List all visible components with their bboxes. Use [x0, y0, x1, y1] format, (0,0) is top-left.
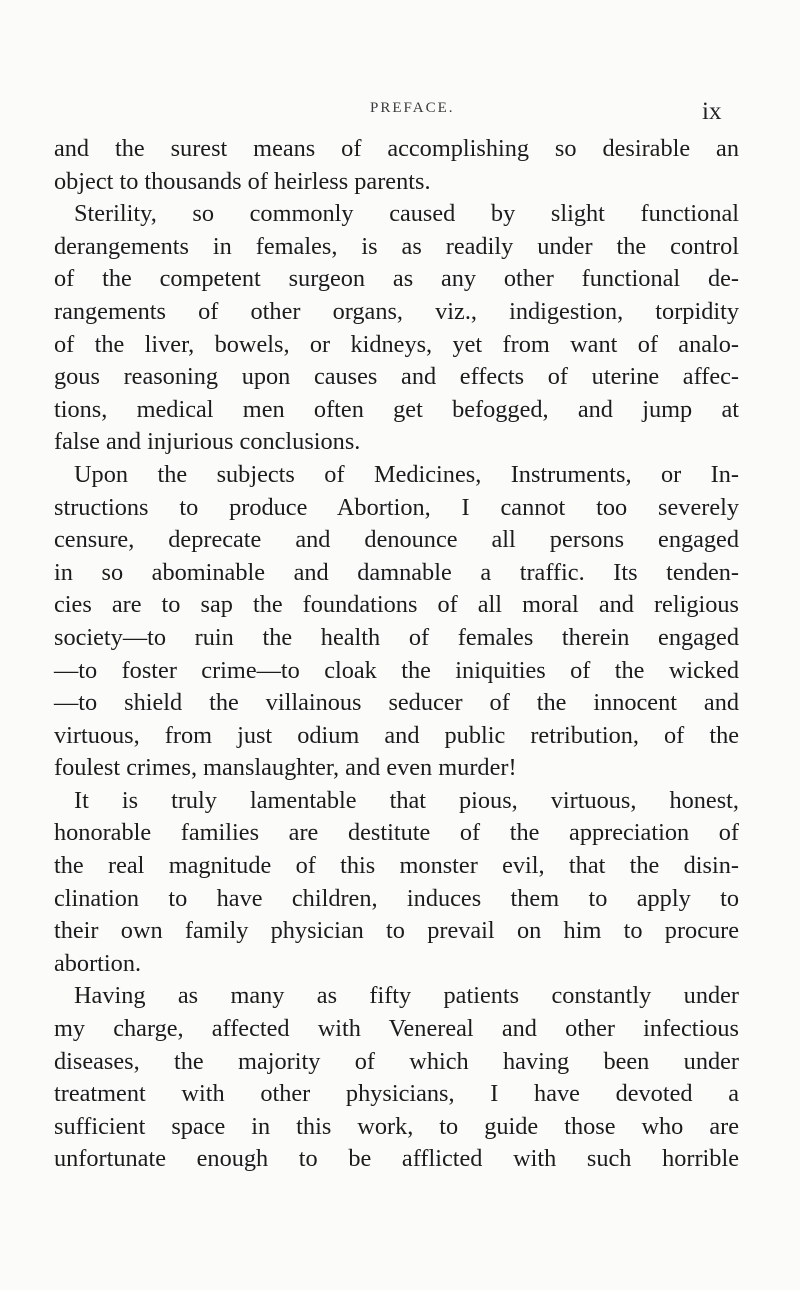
text-line: treatment with other physicians, I have devoted a: [54, 1080, 739, 1108]
text-line: object to thousands of heirless parents.: [54, 167, 431, 195]
text-line: abortion.: [54, 949, 142, 977]
text-line: Having as many as fifty patients constantly under: [74, 982, 739, 1010]
text-line: in so abominable and damnable a traffic. Its tenden-: [54, 558, 739, 586]
text-line: honorable families are destitute of the appreciation of: [54, 819, 739, 847]
text-line: society—to ruin the health of females therein engaged: [54, 623, 739, 651]
text-line: Upon the subjects of Medicines, Instruments, or In-: [74, 460, 739, 488]
text-line: censure, deprecate and denounce all persons engaged: [54, 526, 739, 554]
text-line: —to shield the villainous seducer of the innocent and: [54, 689, 739, 717]
text-line: of the competent surgeon as any other functional de-: [54, 265, 739, 293]
running-head: [0, 100, 800, 124]
text-line: my charge, affected with Venereal and other infectious: [54, 1015, 739, 1043]
text-line: their own family physician to prevail on him to procure: [54, 917, 739, 945]
text-line: It is truly lamentable that pious, virtuous, honest,: [74, 786, 739, 814]
body-text: [54, 133, 739, 1176]
running-title: PREFACE.: [370, 100, 455, 116]
text-line: tions, medical men often get befogged, and jump at: [54, 395, 739, 423]
text-line: cies are to sap the foundations of all moral and religious: [54, 591, 739, 619]
text-line: rangements of other organs, viz., indigestion, torpidity: [54, 297, 739, 325]
text-line: false and injurious conclusions.: [54, 428, 361, 456]
text-line: the real magnitude of this monster evil, that the disin-: [54, 852, 739, 880]
text-line: and the surest means of accomplishing so desirable an: [54, 135, 739, 162]
text-line: derangements in females, is as readily under the control: [54, 232, 739, 260]
text-line: sufficient space in this work, to guide those who are: [54, 1112, 739, 1140]
text-line: foulest crimes, manslaughter, and even murder!: [54, 754, 517, 782]
text-line: diseases, the majority of which having been under: [54, 1047, 739, 1075]
page-number: ix: [702, 98, 722, 125]
text-line: Sterility, so commonly caused by slight functional: [74, 200, 739, 228]
text-line: gous reasoning upon causes and effects of uterine affec-: [54, 363, 739, 391]
text-line: unfortunate enough to be afflicted with such horrible: [54, 1145, 739, 1173]
text-line: clination to have children, induces them to apply to: [54, 884, 739, 912]
text-line: —to foster crime—to cloak the iniquities of the wicked: [54, 656, 739, 684]
text-line: structions to produce Abortion, I cannot too severely: [54, 493, 739, 521]
text-line: virtuous, from just odium and public retribution, of the: [54, 721, 739, 749]
text-line: of the liver, bowels, or kidneys, yet from want of analo-: [54, 330, 739, 358]
